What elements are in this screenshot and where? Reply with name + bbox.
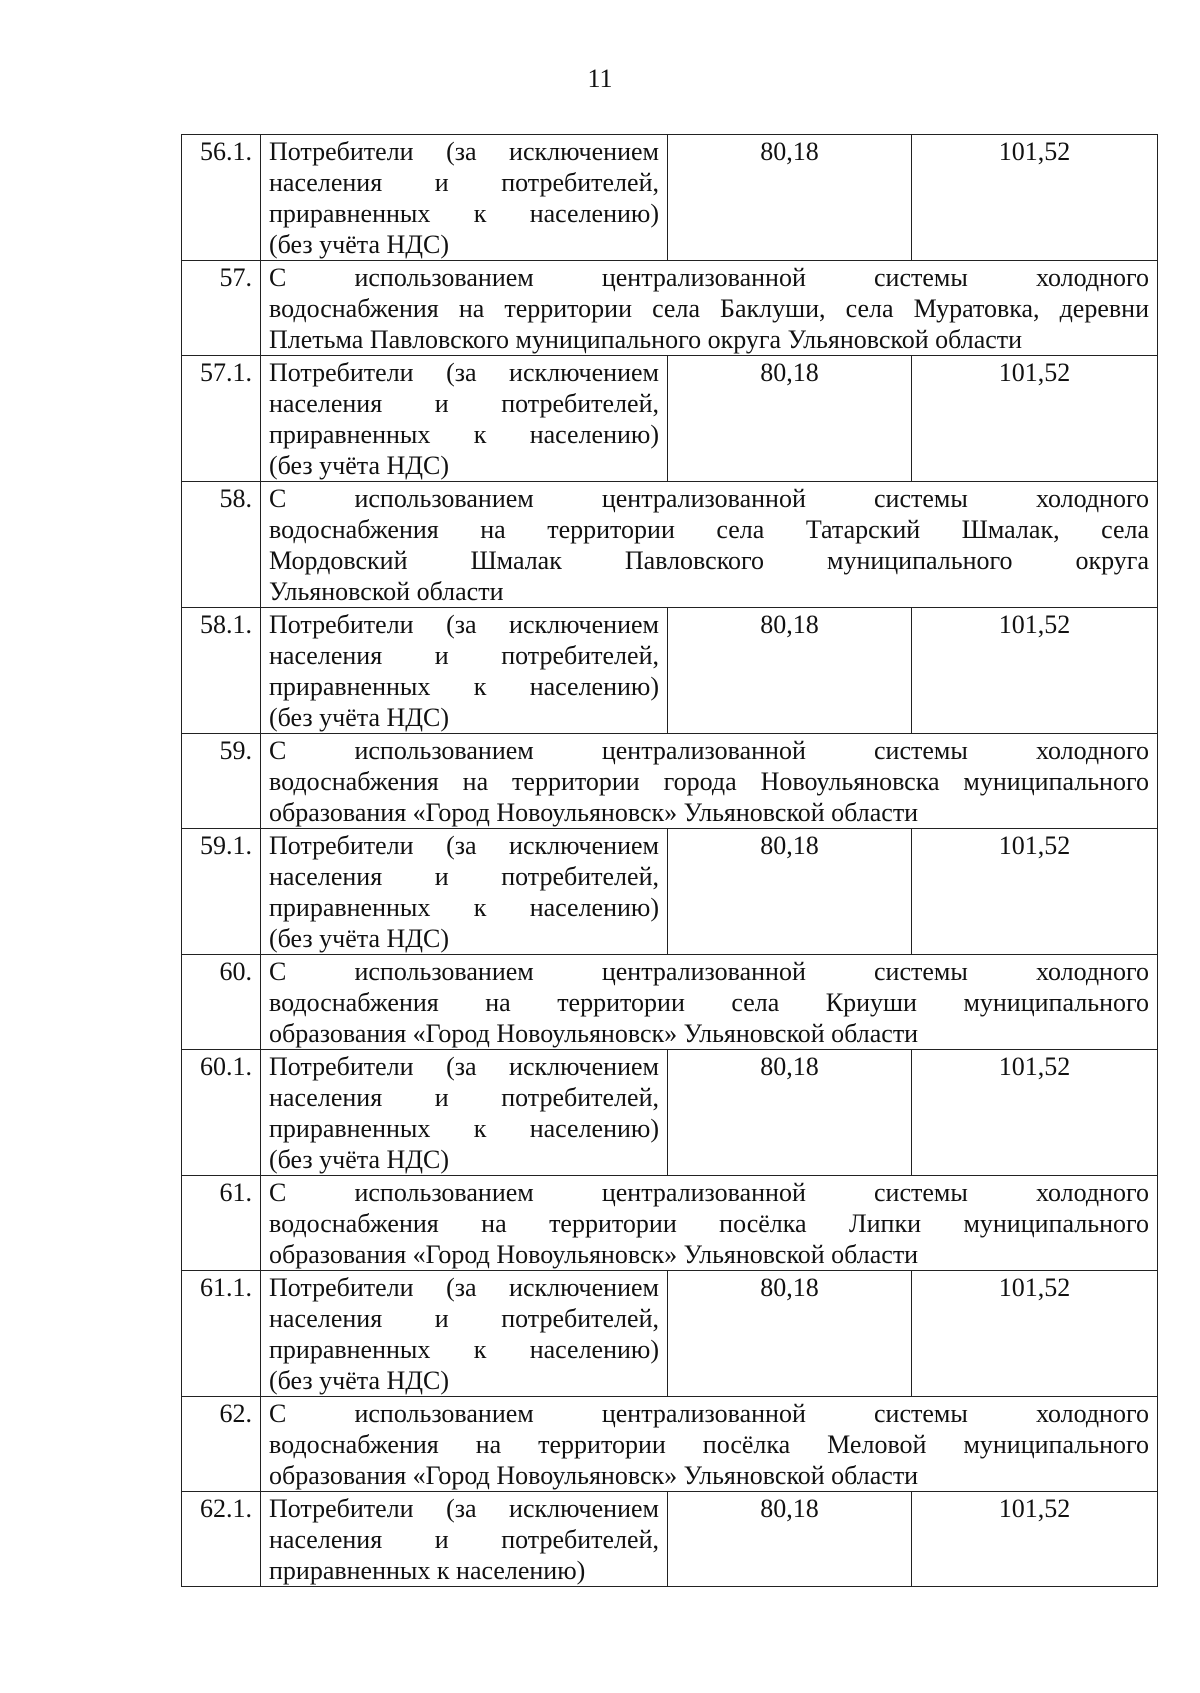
- description-line: Потребители (за исключением: [269, 1052, 659, 1081]
- description-line: приравненных к населению): [269, 199, 659, 228]
- row-number: 61.: [182, 1176, 261, 1271]
- description-line: образования «Город Новоульяновск» Ульяновской области: [269, 1019, 919, 1048]
- tariff-value-2: 101,52: [912, 135, 1158, 261]
- tariff-value-2: 101,52: [912, 1271, 1158, 1397]
- description-line: Потребители (за исключением: [269, 358, 659, 387]
- description-line: приравненных к населению): [269, 893, 659, 922]
- section-description: [261, 261, 1158, 356]
- description-line: Ульяновской области: [269, 577, 504, 606]
- description-line: образования «Город Новоульяновск» Ульяновской области: [269, 1240, 919, 1269]
- row-number: 62.1.: [182, 1492, 261, 1587]
- description-line: водоснабжения на территории города Новоульяновска муниципального: [269, 767, 1149, 796]
- row-number: 59.: [182, 734, 261, 829]
- row-number: 56.1.: [182, 135, 261, 261]
- consumer-description: [261, 135, 668, 261]
- description-line: населения и потребителей,: [269, 389, 659, 418]
- description-line: водоснабжения на территории села Баклуши, села Муратовка, деревни: [269, 294, 1149, 323]
- section-row: [182, 1176, 1158, 1271]
- tariff-value-1: 80,18: [668, 608, 912, 734]
- description-line: образования «Город Новоульяновск» Ульяновской области: [269, 798, 919, 827]
- tariff-value-2: 101,52: [912, 1492, 1158, 1587]
- description-line: водоснабжения на территории посёлка Липки муниципального: [269, 1209, 1149, 1238]
- tariff-value-1: 80,18: [668, 1271, 912, 1397]
- consumer-row: [182, 608, 1158, 734]
- description-line: С использованием централизованной системы холодного: [269, 1399, 1149, 1428]
- description-line: населения и потребителей,: [269, 168, 659, 197]
- tariff-value-2: 101,52: [912, 829, 1158, 955]
- row-number: 58.: [182, 482, 261, 608]
- description-line: населения и потребителей,: [269, 1525, 659, 1554]
- description-line: приравненных к населению): [269, 1335, 659, 1364]
- page-number: 11: [587, 64, 613, 93]
- section-description: [261, 1397, 1158, 1492]
- tariff-table-body: [182, 135, 1158, 1587]
- description-line: С использованием централизованной системы холодного: [269, 1178, 1149, 1207]
- section-row: [182, 1397, 1158, 1492]
- consumer-description: [261, 829, 668, 955]
- row-number: 62.: [182, 1397, 261, 1492]
- tariff-value-1: 80,18: [668, 1492, 912, 1587]
- description-line: Потребители (за исключением: [269, 1494, 659, 1523]
- row-number: 61.1.: [182, 1271, 261, 1397]
- description-line: населения и потребителей,: [269, 862, 659, 891]
- consumer-row: [182, 135, 1158, 261]
- consumer-description: [261, 356, 668, 482]
- description-line: Потребители (за исключением: [269, 1273, 659, 1302]
- description-line: образования «Город Новоульяновск» Ульяновской области: [269, 1461, 919, 1490]
- row-number: 60.: [182, 955, 261, 1050]
- section-row: [182, 482, 1158, 608]
- description-line: Мордовский Шмалак Павловского муниципального округа: [269, 546, 1149, 575]
- description-line: С использованием централизованной системы холодного: [269, 957, 1149, 986]
- description-line: С использованием централизованной системы холодного: [269, 263, 1149, 292]
- description-line: водоснабжения на территории села Криуши муниципального: [269, 988, 1149, 1017]
- consumer-description: [261, 1050, 668, 1176]
- tariff-value-1: 80,18: [668, 356, 912, 482]
- tariff-value-2: 101,52: [912, 356, 1158, 482]
- description-line: приравненных к населению): [269, 672, 659, 701]
- description-line: водоснабжения на территории посёлка Меловой муниципального: [269, 1430, 1149, 1459]
- tariff-value-1: 80,18: [668, 135, 912, 261]
- section-description: [261, 1176, 1158, 1271]
- consumer-row: [182, 1492, 1158, 1587]
- description-line: (без учёта НДС): [269, 924, 450, 953]
- section-row: [182, 955, 1158, 1050]
- description-line: Потребители (за исключением: [269, 610, 659, 639]
- section-description: [261, 955, 1158, 1050]
- description-line: С использованием централизованной системы холодного: [269, 484, 1149, 513]
- section-row: [182, 734, 1158, 829]
- tariff-value-1: 80,18: [668, 1050, 912, 1176]
- description-line: (без учёта НДС): [269, 1366, 450, 1395]
- description-line: приравненных к населению): [269, 1114, 659, 1143]
- section-description: [261, 734, 1158, 829]
- description-line: населения и потребителей,: [269, 641, 659, 670]
- description-line: Потребители (за исключением: [269, 831, 659, 860]
- tariff-value-2: 101,52: [912, 608, 1158, 734]
- row-number: 57.1.: [182, 356, 261, 482]
- description-line: приравненных к населению): [269, 1556, 586, 1585]
- row-number: 57.: [182, 261, 261, 356]
- section-description: [261, 482, 1158, 608]
- description-line: (без учёта НДС): [269, 230, 450, 259]
- tariff-value-1: 80,18: [668, 829, 912, 955]
- row-number: 59.1.: [182, 829, 261, 955]
- description-line: приравненных к населению): [269, 420, 659, 449]
- section-row: [182, 261, 1158, 356]
- row-number: 60.1.: [182, 1050, 261, 1176]
- consumer-row: [182, 1050, 1158, 1176]
- consumer-row: [182, 1271, 1158, 1397]
- tariff-table: [181, 134, 1158, 1587]
- consumer-row: [182, 829, 1158, 955]
- description-line: С использованием централизованной системы холодного: [269, 736, 1149, 765]
- description-line: Плетьма Павловского муниципального округа Ульяновской области: [269, 325, 1023, 354]
- description-line: Потребители (за исключением: [269, 137, 659, 166]
- row-number: 58.1.: [182, 608, 261, 734]
- consumer-description: [261, 1492, 668, 1587]
- description-line: (без учёта НДС): [269, 1145, 450, 1174]
- consumer-description: [261, 1271, 668, 1397]
- tariff-value-2: 101,52: [912, 1050, 1158, 1176]
- consumer-row: [182, 356, 1158, 482]
- description-line: водоснабжения на территории села Татарский Шмалак, села: [269, 515, 1149, 544]
- description-line: (без учёта НДС): [269, 703, 450, 732]
- consumer-description: [261, 608, 668, 734]
- description-line: (без учёта НДС): [269, 451, 450, 480]
- description-line: населения и потребителей,: [269, 1304, 659, 1333]
- description-line: населения и потребителей,: [269, 1083, 659, 1112]
